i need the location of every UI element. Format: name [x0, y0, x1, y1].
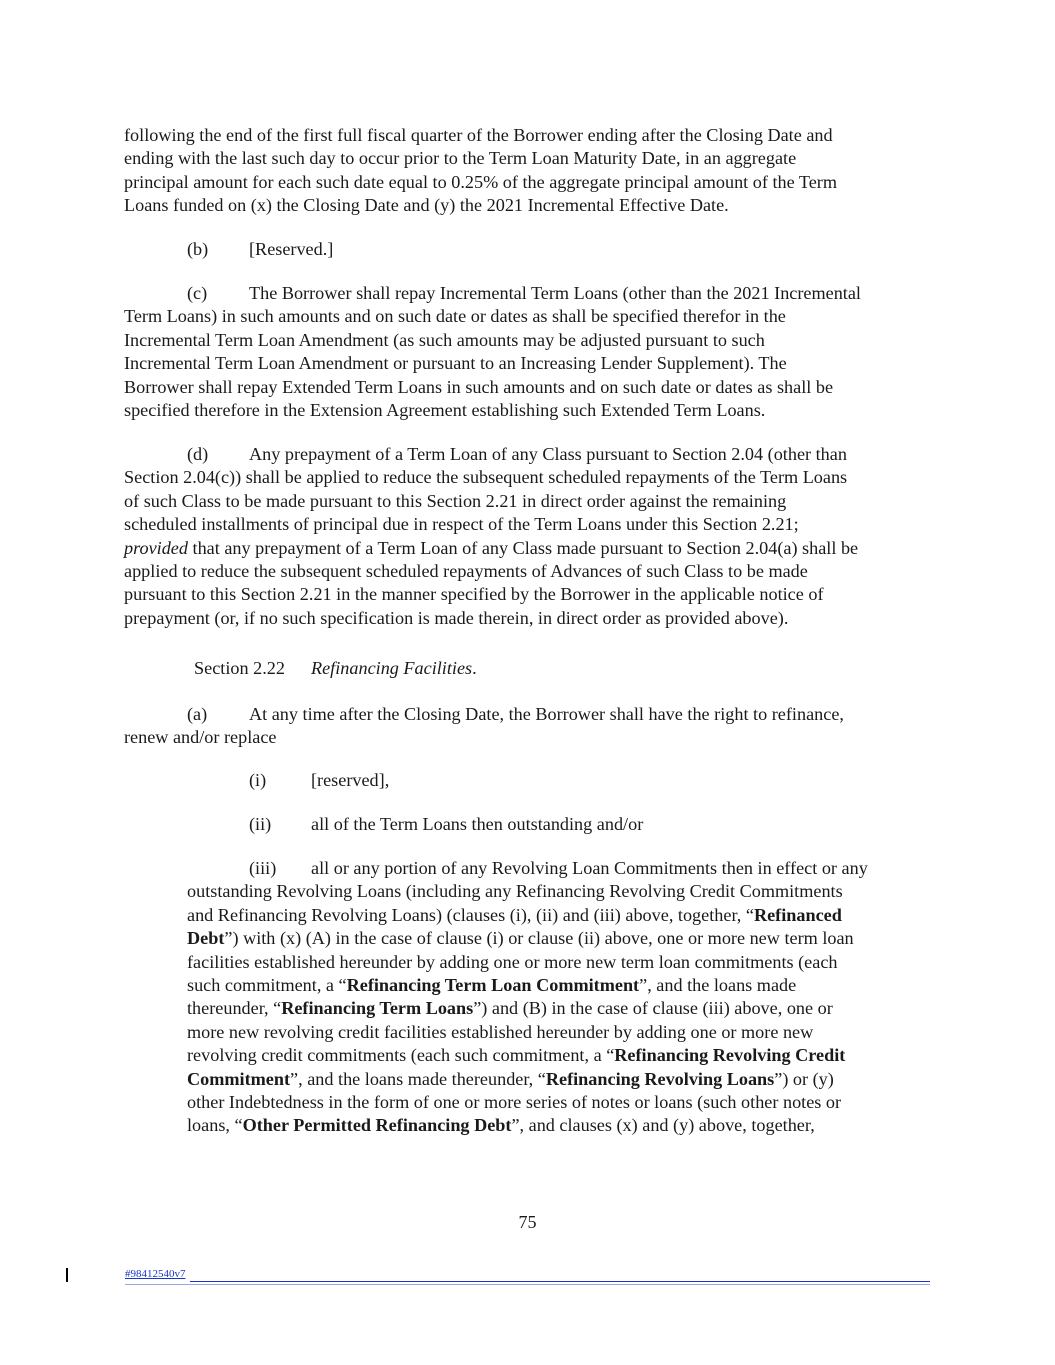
text-line: Commitment”, and the loans made thereunder, “Refinancing Revolving Loans”) or (y) [187, 1068, 834, 1089]
text-line: specified therefore in the Extension Agreement establishing such Extended Term Loans. [124, 400, 766, 421]
text-line: loans, “Other Permitted Refinancing Debt”, and clauses (x) and (y) above, together, [187, 1115, 815, 1136]
text-line: renew and/or replace [124, 727, 277, 748]
defined-term: Commitment [187, 1068, 291, 1089]
text-line: Loans funded on (x) the Closing Date and (y) the 2021 Incremental Effective Date. [124, 195, 729, 216]
text-line: outstanding Revolving Loans (including any Refinancing Revolving Credit Commitments [187, 881, 843, 902]
paragraph-d [124, 443, 858, 630]
paragraph-label: (c) [187, 283, 208, 303]
provided-term: provided [124, 537, 188, 558]
paragraph-label: (d) [187, 444, 209, 464]
paragraph-label: (b) [187, 239, 209, 259]
text-line: other Indebtedness in the form of one or more series of notes or loans (such other notes or [187, 1092, 842, 1113]
paragraph-b [187, 238, 333, 261]
defined-term: Refinancing Term Loan Commitment [346, 975, 640, 996]
text-line: principal amount for each such date equal to 0.25% of the aggregate principal amount of the Term [124, 171, 838, 192]
text-line: (d) Any prepayment of a Term Loan of any Class pursuant to Section 2.04 (other than [124, 443, 858, 466]
defined-term: Refinanced [753, 904, 842, 925]
section-title: Refinancing Facilities [311, 658, 473, 678]
clause-text: [reserved], [311, 770, 390, 790]
revision-bar [66, 1268, 68, 1282]
defined-term: Refinancing Revolving Loans [545, 1068, 775, 1089]
text-line: scheduled installments of principal due in respect of the Term Loans under this Section 2.21; [124, 514, 799, 535]
text-line: more new revolving credit facilities established hereunder by adding one or more new [187, 1021, 814, 1042]
paragraph-label: (a) [187, 704, 208, 724]
clause-ii [249, 813, 643, 836]
section-number: Section 2.22 [194, 658, 285, 678]
defined-term: Refinancing Revolving Credit [614, 1045, 846, 1066]
text-line: of such Class to be made pursuant to this Section 2.21 in direct order against the remaining [124, 490, 787, 511]
clause-i [249, 769, 389, 792]
paragraph-continuation [124, 124, 837, 218]
text-line: Incremental Term Loan Amendment or pursuant to an Increasing Lender Supplement). The [124, 353, 787, 374]
clause-label: (iii) [249, 858, 277, 878]
text-line: (a) At any time after the Closing Date, the Borrower shall have the right to refinance, [124, 703, 844, 726]
text-line: following the end of the first full fiscal quarter of the Borrower ending after the Closing Date and [124, 125, 833, 145]
clause-text: all of the Term Loans then outstanding and/or [311, 814, 644, 834]
text-line: Debt”) with (x) (A) in the case of clause (i) or clause (ii) above, one or more new term loan [187, 928, 854, 949]
footer-rule [125, 1284, 930, 1285]
text-line: applied to reduce the subsequent scheduled repayments of Advances of such Class to be made [124, 561, 808, 582]
clause-label: (ii) [249, 814, 272, 834]
page-number: 75 [518, 1212, 537, 1232]
defined-term: Other Permitted Refinancing Debt [242, 1115, 512, 1136]
text-line: Section 2.04(c)) shall be applied to reduce the subsequent scheduled repayments of the Term Loans [124, 467, 848, 488]
text-line: Incremental Term Loan Amendment (as such amounts may be adjusted pursuant to such [124, 329, 765, 350]
paragraph-text: [Reserved.] [249, 239, 334, 259]
clause-label: (i) [249, 770, 267, 790]
text-line: and Refinancing Revolving Loans) (clauses (i), (ii) and (iii) above, together, “Refinanced [187, 904, 842, 925]
text-line: facilities established hereunder by adding one or more new term loan commitments (each [187, 951, 838, 972]
text-line: ending with the last such day to occur prior to the Term Loan Maturity Date, in an aggregate [124, 148, 797, 169]
text-line: pursuant to this Section 2.21 in the manner specified by the Borrower in the applicable notice of [124, 584, 824, 605]
text-line: (c) The Borrower shall repay Incremental Term Loans (other than the 2021 Incremental [124, 282, 861, 305]
text-line: Borrower shall repay Extended Term Loans in such amounts and on such date or dates as shall be [124, 376, 834, 397]
text-line: thereunder, “Refinancing Term Loans”) and (B) in the case of clause (iii) above, one or [187, 998, 833, 1019]
text-line: such commitment, a “Refinancing Term Loan Commitment”, and the loans made [187, 975, 797, 996]
text-line: Term Loans) in such amounts and on such date or dates as shall be specified therefor in the [124, 306, 786, 327]
defined-term: Refinancing Term Loans [281, 998, 474, 1019]
text-line: provided that any prepayment of a Term Loan of any Class made pursuant to Section 2.04(a) shall be [124, 537, 859, 558]
defined-term: Debt [187, 928, 225, 949]
text-line: revolving credit commitments (each such commitment, a “Refinancing Revolving Credit [187, 1045, 846, 1066]
clause-iii [187, 857, 868, 1138]
text-line: prepayment (or, if no such specification is made therein, in direct order as provided above). [124, 607, 789, 628]
document-id-link[interactable]: #98412540v7 [125, 1268, 186, 1280]
section-heading: Section 2.22 Refinancing Facilities. [194, 657, 477, 680]
text-line: (iii) all or any portion of any Revolving Loan Commitments then in effect or any [187, 857, 868, 880]
footer-rule [190, 1281, 930, 1282]
paragraph-c [124, 282, 861, 422]
paragraph-a [124, 703, 844, 750]
